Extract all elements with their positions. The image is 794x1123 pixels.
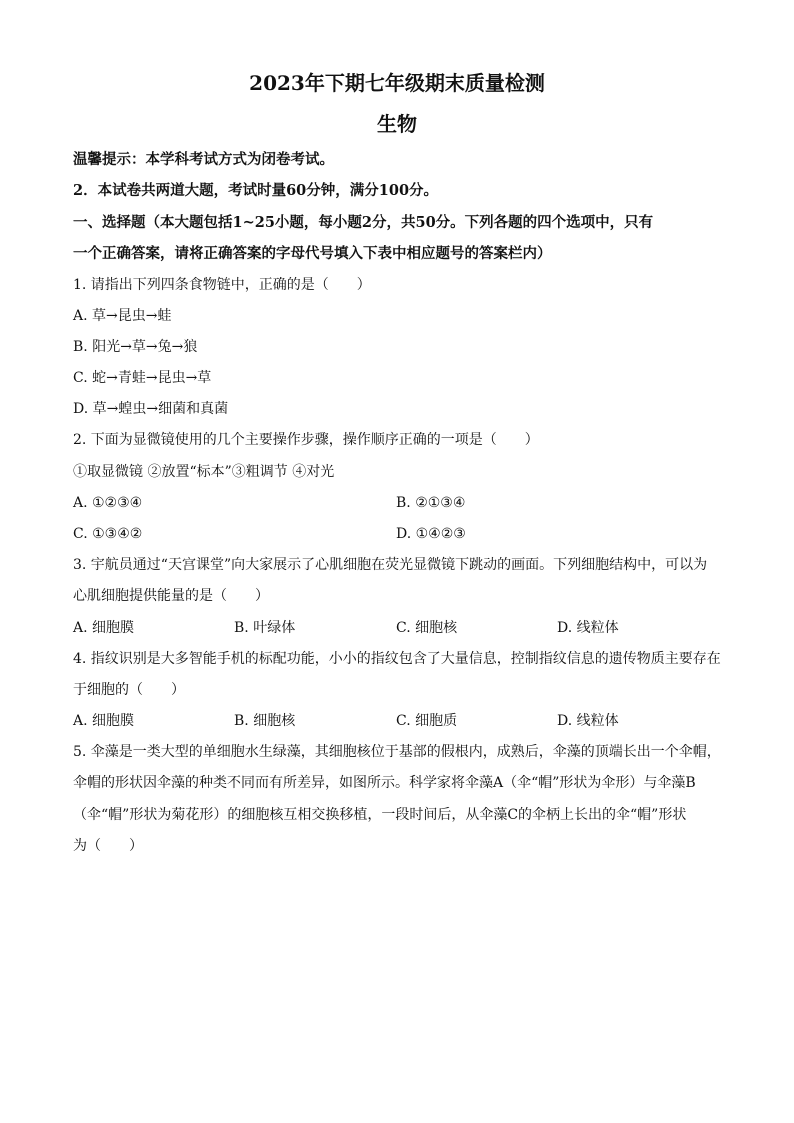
q1-option-b: B. 阳光→草→兔→狼 [73, 339, 198, 355]
q4-option-c: C. 细胞质 [396, 713, 458, 729]
q2-steps: ①取显微镜 ②放置“标本”③粗调节 ④对光 [73, 464, 335, 480]
q4-stem-line-1: 4. 指纹识别是大多智能手机的标配功能，小小的指纹包含了大量信息，控制指纹信息的遗传物质主要存在 [73, 651, 721, 667]
q3-option-c: C. 细胞核 [396, 620, 458, 636]
section-instructions-line-2: 一个正确答案，请将正确答案的字母代号填入下表中相应题号的答案栏内） [73, 245, 552, 262]
section-instructions-line-1: 一、选择题（本大题包括1~25小题，每小题2分，共50分。下列各题的四个选项中，只有 [73, 214, 654, 231]
exam-title: 2023年下期七年级期末质量检测 [249, 71, 545, 95]
q3-stem-line-1: 3. 宇航员通过“天宫课堂”向大家展示了心肌细胞在荧光显微镜下跳动的画面。下列细胞结构中，可以为 [73, 557, 708, 573]
q4-option-a: A. 细胞膜 [73, 713, 135, 729]
q2-option-d: D. ①④②③ [396, 526, 466, 542]
q4-stem-line-2: 于细胞的（ ） [73, 682, 185, 698]
q4-option-b: B. 细胞核 [234, 713, 296, 729]
q2-option-b: B. ②①③④ [396, 495, 466, 511]
q3-option-b: B. 叶绿体 [234, 620, 296, 636]
q2-stem: 2. 下面为显微镜使用的几个主要操作步骤，操作顺序正确的一项是（ ） [73, 432, 539, 448]
q5-stem-line-2: 伞帽的形状因伞藻的种类不同而有所差异，如图所示。科学家将伞藻A（伞“帽”形状为伞形）与伞藻B [73, 775, 696, 791]
q2-option-a: A. ①②③④ [73, 495, 143, 511]
q1-option-d: D. 草→蝗虫→细菌和真菌 [73, 401, 229, 417]
q3-option-a: A. 细胞膜 [73, 620, 135, 636]
q1-option-a: A. 草→昆虫→蛙 [73, 308, 172, 324]
q2-option-c: C. ①③④② [73, 526, 143, 542]
q5-stem-line-1: 5. 伞藻是一类大型的单细胞水生绿藻，其细胞核位于基部的假根内，成熟后，伞藻的顶端长出一个伞帽， [73, 744, 721, 760]
note-line-2: 2．本试卷共两道大题，考试时量60分钟，满分100分。 [73, 182, 439, 199]
q5-stem-line-4: 为（ ） [73, 838, 143, 854]
q1-stem: 1. 请指出下列四条食物链中，正确的是（ ） [73, 277, 371, 293]
q5-stem-line-3: （伞“帽”形状为菊花形）的细胞核互相交换移植，一段时间后，从伞藻C的伞柄上长出的伞“帽”形状 [73, 807, 687, 823]
q3-option-d: D. 线粒体 [557, 620, 619, 636]
tip-line: 温馨提示：本学科考试方式为闭卷考试。 [73, 151, 334, 168]
exam-subject: 生物 [377, 112, 417, 136]
q3-stem-line-2: 心肌细胞提供能量的是（ ） [73, 588, 269, 604]
q4-option-d: D. 线粒体 [557, 713, 619, 729]
q1-option-c: C. 蛇→青蛙→昆虫→草 [73, 370, 212, 386]
